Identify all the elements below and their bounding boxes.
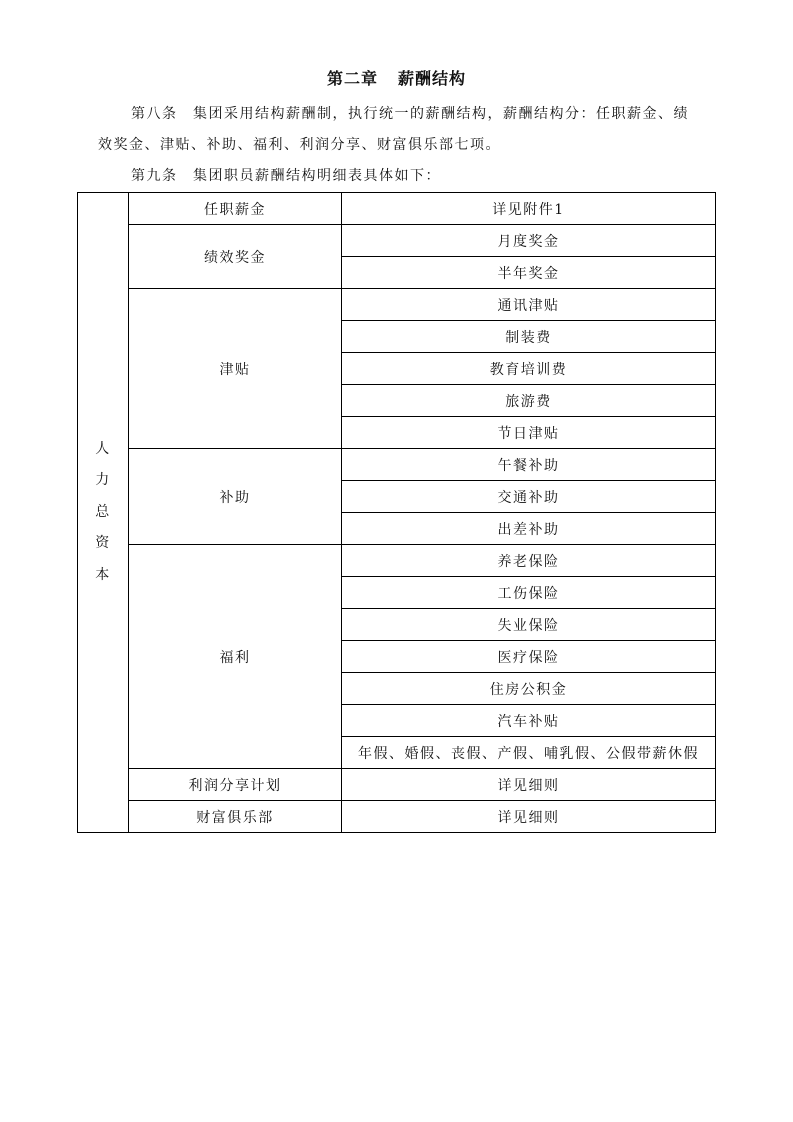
category-cell: 福利 [129, 545, 342, 769]
side-label-cell [78, 193, 129, 833]
item-cell: 通讯津贴 [342, 289, 716, 321]
table-row [78, 545, 716, 577]
side-label-char: 人 [95, 440, 111, 457]
table-row [78, 289, 716, 321]
item-cell: 汽车补贴 [342, 705, 716, 737]
item-cell: 详见附件1 [342, 193, 716, 225]
table-row [78, 193, 716, 225]
table-row [78, 225, 716, 257]
chapter-name: 薪酬结构 [398, 69, 467, 88]
item-cell: 旅游费 [342, 385, 716, 417]
item-cell: 医疗保险 [342, 641, 716, 673]
item-cell: 详见细则 [342, 769, 716, 801]
item-cell: 半年奖金 [342, 257, 716, 289]
item-cell: 住房公积金 [342, 673, 716, 705]
salary-structure-table [77, 192, 716, 833]
category-cell: 绩效奖金 [129, 225, 342, 289]
item-cell: 月度奖金 [342, 225, 716, 257]
item-cell: 制装费 [342, 321, 716, 353]
category-cell: 补助 [129, 449, 342, 545]
item-cell: 养老保险 [342, 545, 716, 577]
item-cell: 详见细则 [342, 801, 716, 833]
side-label-char: 力 [95, 472, 111, 489]
item-cell: 交通补助 [342, 481, 716, 513]
chapter-number: 第二章 [326, 69, 378, 88]
table-row [78, 769, 716, 801]
item-cell: 出差补助 [342, 513, 716, 545]
item-cell: 教育培训费 [342, 353, 716, 385]
side-label [95, 434, 111, 592]
item-cell: 工伤保险 [342, 577, 716, 609]
side-label-char: 资 [95, 535, 111, 552]
side-label-char: 本 [95, 566, 111, 583]
item-cell: 年假、婚假、丧假、产假、哺乳假、公假带薪休假 [342, 737, 716, 769]
article-9: 第九条 集团职员薪酬结构明细表具体如下： [131, 168, 441, 184]
chapter-title [0, 66, 793, 89]
table-row [78, 801, 716, 833]
article-8: 第八条 集团采用结构薪酬制，执行统一的薪酬结构，薪酬结构分：任职薪金、绩效奖金、津贴、补助、福利、利润分享、财富俱乐部七项。 [98, 106, 689, 153]
item-cell: 午餐补助 [342, 449, 716, 481]
side-label-char: 总 [95, 503, 111, 520]
category-cell: 津贴 [129, 289, 342, 449]
table-row [78, 449, 716, 481]
item-cell: 失业保险 [342, 609, 716, 641]
category-cell: 任职薪金 [129, 193, 342, 225]
category-cell: 财富俱乐部 [129, 801, 342, 833]
category-cell: 利润分享计划 [129, 769, 342, 801]
item-cell: 节日津贴 [342, 417, 716, 449]
